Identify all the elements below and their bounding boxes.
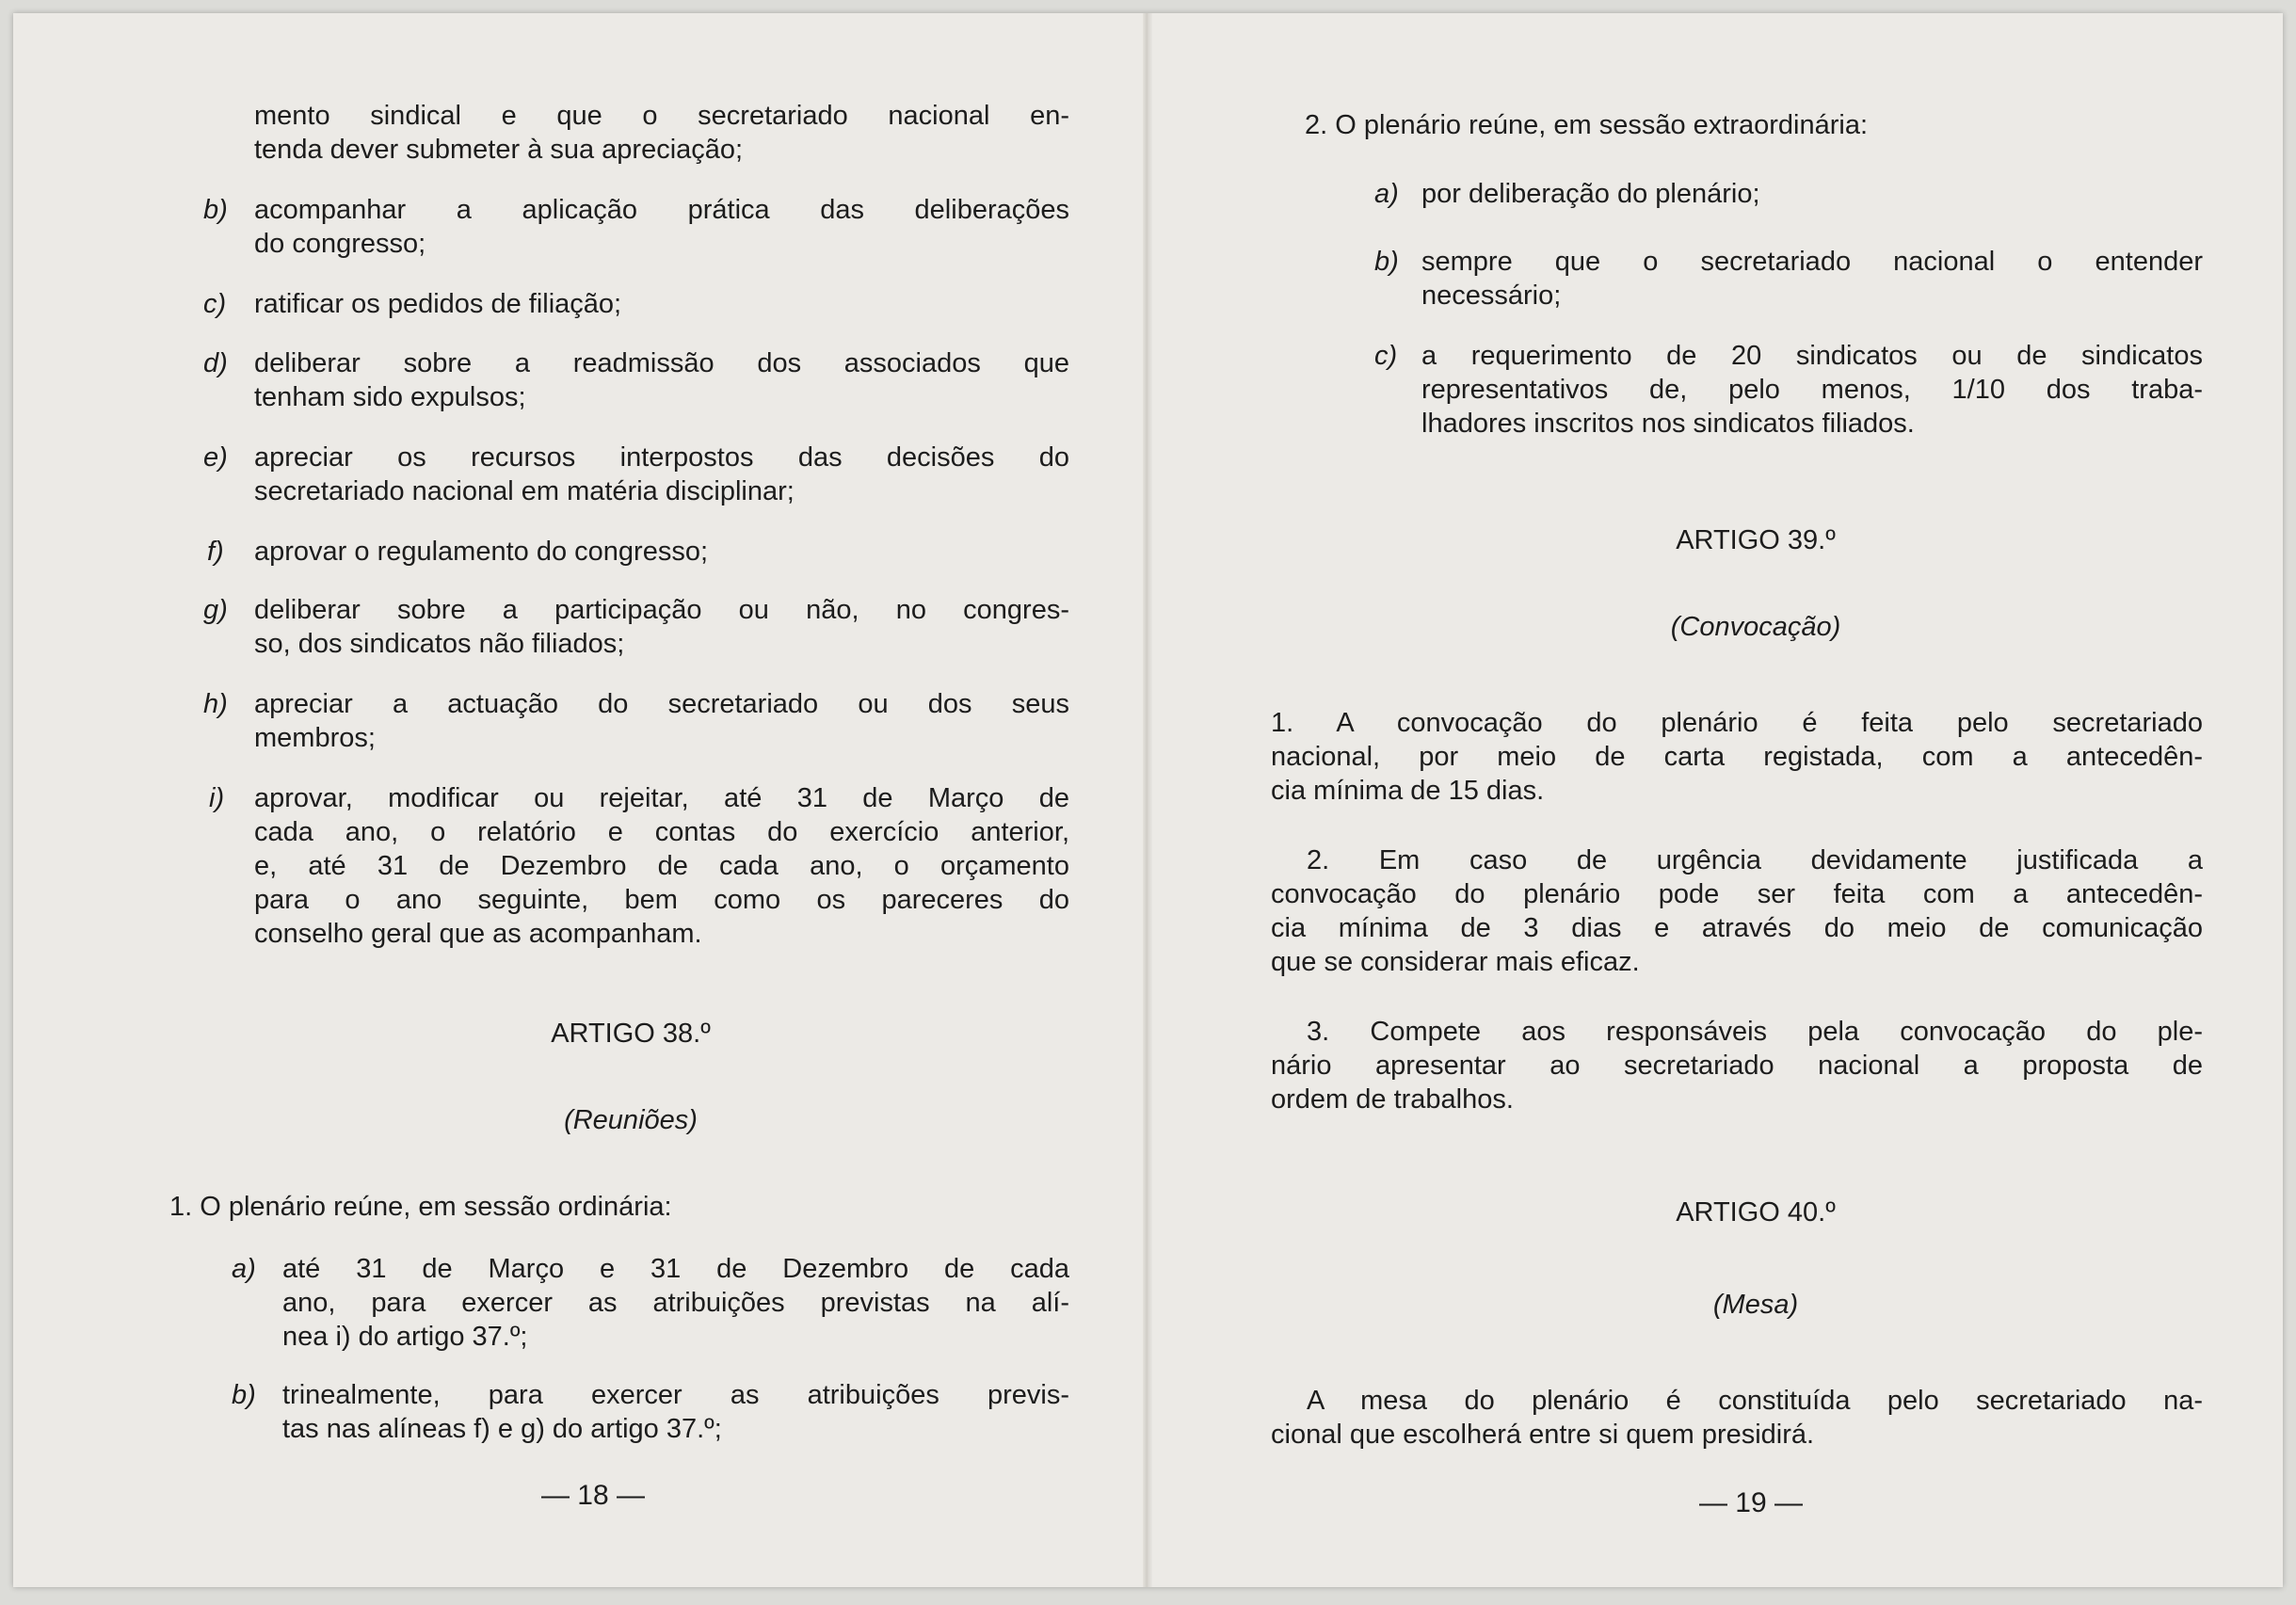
body-line: que se considerar mais eficaz. <box>1271 947 1640 977</box>
body-line: cional que escolherá entre si quem presidirá. <box>1271 1420 1815 1450</box>
body-line: tenda dever submeter à sua apreciação; <box>254 135 744 165</box>
article-title: ARTIGO 40.º <box>1676 1197 1836 1228</box>
page-number: — 19 — <box>1698 1487 1804 1518</box>
item-label: a) <box>232 1254 256 1284</box>
body-line: so, dos sindicatos não filiados; <box>254 629 625 659</box>
body-line: 2. Em caso de urgência devidamente justificada a <box>1307 845 2203 875</box>
body-line: ratificar os pedidos de filiação; <box>254 289 622 319</box>
body-line: até 31 de Março e 31 de Dezembro de cada <box>282 1254 1069 1284</box>
item-label: i) <box>209 783 225 813</box>
article-subtitle: (Convocação) <box>1670 612 1841 642</box>
body-line: 3. Compete aos responsáveis pela convocação do ple- <box>1307 1017 2203 1047</box>
item-label: b) <box>232 1380 256 1410</box>
body-line: membros; <box>254 723 376 753</box>
body-line: nário apresentar ao secretariado nacional a proposta de <box>1271 1051 2203 1081</box>
body-line: nea i) do artigo 37.º; <box>282 1322 528 1352</box>
body-line: secretariado nacional em matéria disciplinar; <box>254 476 795 506</box>
item-label: c) <box>203 289 227 319</box>
body-line: tenham sido expulsos; <box>254 382 526 412</box>
body-line: deliberar sobre a participação ou não, no congres- <box>254 595 1069 625</box>
article-title: ARTIGO 39.º <box>1676 525 1836 555</box>
right-page <box>1153 0 2296 1605</box>
body-line: mento sindical e que o secretariado nacional en- <box>254 101 1069 131</box>
article-subtitle: (Reuniões) <box>564 1105 698 1135</box>
body-line: cada ano, o relatório e contas do exercício anterior, <box>254 817 1069 847</box>
article-subtitle: (Mesa) <box>1712 1290 1799 1320</box>
item-label: f) <box>207 537 224 567</box>
body-line: nacional, por meio de carta registada, com a antecedên- <box>1271 742 2203 772</box>
body-line: tas nas alíneas f) e g) do artigo 37.º; <box>282 1414 722 1444</box>
body-line: apreciar os recursos interpostos das decisões do <box>254 442 1069 473</box>
body-line: deliberar sobre a readmissão dos associados que <box>254 348 1069 378</box>
body-line: lhadores inscritos nos sindicatos filiados. <box>1421 409 1915 439</box>
body-line: aprovar, modificar ou rejeitar, até 31 de Março de <box>254 783 1069 813</box>
item-label: b) <box>203 195 228 225</box>
body-line: e, até 31 de Dezembro de cada ano, o orçamento <box>254 851 1069 881</box>
body-line: representativos de, pelo menos, 1/10 dos traba- <box>1421 375 2203 405</box>
body-line: ordem de trabalhos. <box>1271 1084 1514 1115</box>
body-line: aprovar o regulamento do congresso; <box>254 537 709 567</box>
item-label: d) <box>203 348 228 378</box>
body-line: para o ano seguinte, bem como os pareceres do <box>254 885 1069 915</box>
body-line: necessário; <box>1421 281 1562 311</box>
body-line: apreciar a actuação do secretariado ou dos seus <box>254 689 1069 719</box>
paragraph-line: 1. O plenário reúne, em sessão ordinária: <box>169 1192 672 1222</box>
body-line: 1. A convocação do plenário é feita pelo secretariado <box>1271 708 2203 738</box>
page-number: — 18 — <box>540 1480 646 1511</box>
item-label: c) <box>1374 341 1398 371</box>
body-line: cia mínima de 3 dias e através do meio de comunicação <box>1271 913 2203 943</box>
body-line: conselho geral que as acompanham. <box>254 919 702 949</box>
body-line: ano, para exercer as atribuições previstas na alí- <box>282 1288 1069 1318</box>
body-line: a requerimento de 20 sindicatos ou de sindicatos <box>1421 341 2203 371</box>
body-line: acompanhar a aplicação prática das deliberações <box>254 195 1069 225</box>
article-title: ARTIGO 38.º <box>551 1019 711 1049</box>
item-label: e) <box>203 442 228 473</box>
item-label: h) <box>203 689 228 719</box>
item-label: g) <box>203 595 228 625</box>
item-label: b) <box>1374 247 1399 277</box>
body-line: A mesa do plenário é constituída pelo secretariado na- <box>1307 1386 2203 1416</box>
paragraph-line: 2. O plenário reúne, em sessão extraordinária: <box>1305 110 1869 140</box>
body-line: cia mínima de 15 dias. <box>1271 776 1545 806</box>
body-line: por deliberação do plenário; <box>1421 179 1760 209</box>
body-line: do congresso; <box>254 229 426 259</box>
item-label: a) <box>1374 179 1399 209</box>
body-line: convocação do plenário pode ser feita com a antecedên- <box>1271 879 2203 909</box>
body-line: trinealmente, para exercer as atribuições previs- <box>282 1380 1069 1410</box>
body-line: sempre que o secretariado nacional o entender <box>1421 247 2203 277</box>
